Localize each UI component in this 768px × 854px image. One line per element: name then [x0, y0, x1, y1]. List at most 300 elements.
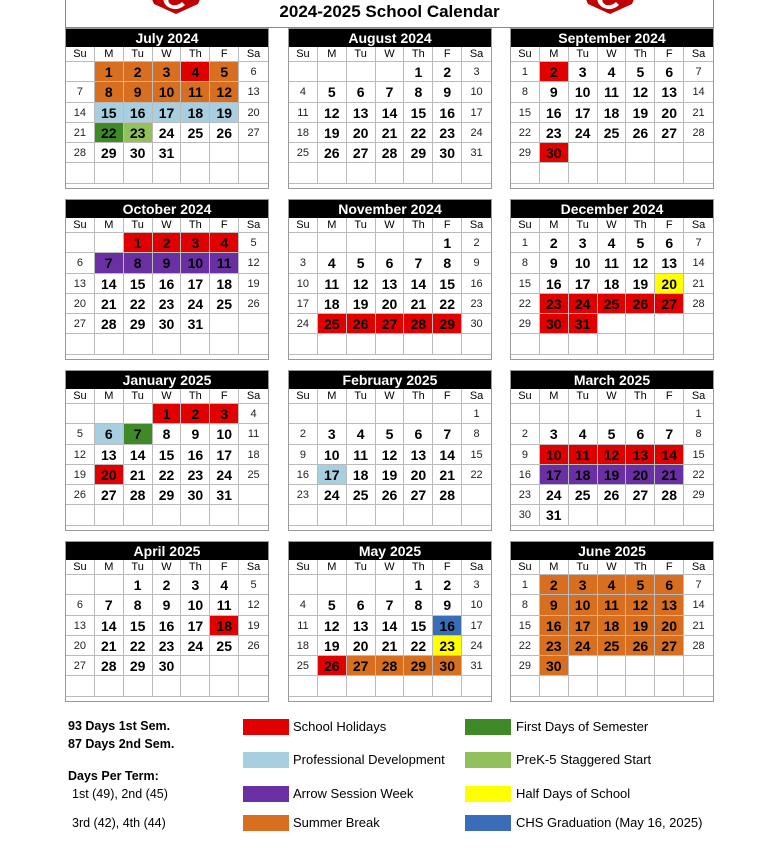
day-cell: 27	[655, 294, 684, 314]
week-row	[511, 465, 713, 485]
empty-cell	[569, 505, 598, 525]
day-cell: 2	[540, 575, 569, 595]
weekday-label: Tu	[569, 389, 598, 404]
day-cell: 26	[626, 123, 655, 143]
day-cell: 14	[376, 616, 405, 636]
day-cell: 8	[684, 424, 713, 444]
empty-cell	[598, 314, 627, 334]
day-cell: 4	[598, 233, 627, 253]
day-cell: 22	[124, 636, 153, 656]
day-cell: 12	[66, 445, 95, 465]
day-cell: 2	[511, 424, 540, 444]
day-cell: 19	[376, 465, 405, 485]
month-calendar	[65, 370, 269, 531]
empty-cell	[181, 143, 210, 163]
weekday-label: W	[598, 560, 627, 575]
weekday-label: Tu	[124, 47, 153, 62]
day-cell: 16	[153, 616, 182, 636]
weekday-label: Th	[181, 560, 210, 575]
month-calendar	[65, 541, 269, 702]
empty-cell	[153, 334, 182, 354]
weekday-label: Sa	[462, 389, 491, 404]
empty-cell	[181, 656, 210, 676]
empty-cell	[124, 676, 153, 696]
month-calendar	[510, 28, 714, 189]
sem2-days: 87 Days 2nd Sem.	[68, 737, 175, 751]
day-cell: 11	[347, 445, 376, 465]
day-cell: 6	[95, 424, 124, 444]
legend-swatch-graduation	[465, 815, 511, 831]
day-cell: 7	[433, 424, 462, 444]
day-cell: 26	[318, 656, 347, 676]
day-cell: 11	[569, 445, 598, 465]
empty-cell	[684, 656, 713, 676]
weekday-label: Sa	[239, 389, 268, 404]
week-row	[289, 505, 491, 525]
week-row	[289, 656, 491, 676]
legend-swatch-prof-dev	[243, 752, 289, 768]
day-cell: 3	[181, 233, 210, 253]
day-cell: 8	[124, 595, 153, 615]
day-cell: 13	[347, 103, 376, 123]
weekday-label: Th	[181, 389, 210, 404]
legend-graduation: CHS Graduation (May 16, 2025)	[516, 815, 703, 830]
empty-cell	[598, 163, 627, 183]
empty-cell	[376, 404, 405, 424]
week-row	[66, 595, 268, 615]
week-row	[289, 233, 491, 253]
day-cell: 30	[540, 314, 569, 334]
week-row	[66, 294, 268, 314]
empty-cell	[404, 404, 433, 424]
empty-cell	[376, 233, 405, 253]
empty-cell	[376, 334, 405, 354]
day-cell: 20	[347, 123, 376, 143]
day-cell: 18	[598, 274, 627, 294]
weekday-label: F	[655, 218, 684, 233]
day-cell: 24	[540, 485, 569, 505]
empty-cell	[153, 163, 182, 183]
day-cell: 31	[210, 485, 239, 505]
day-cell: 22	[511, 123, 540, 143]
day-cell: 5	[626, 62, 655, 82]
day-cell: 8	[462, 424, 491, 444]
weekday-label: Th	[404, 389, 433, 404]
day-cell: 3	[462, 575, 491, 595]
empty-cell	[511, 334, 540, 354]
day-cell: 15	[404, 616, 433, 636]
day-cell: 25	[289, 143, 318, 163]
month-title: February 2025	[289, 371, 491, 389]
day-cell: 23	[433, 123, 462, 143]
empty-cell	[318, 163, 347, 183]
week-row	[289, 294, 491, 314]
empty-cell	[124, 404, 153, 424]
empty-cell	[239, 334, 268, 354]
empty-cell	[404, 676, 433, 696]
legend-holidays: School Holidays	[293, 719, 387, 734]
day-cell: 24	[181, 636, 210, 656]
empty-cell	[655, 676, 684, 696]
empty-cell	[626, 163, 655, 183]
day-cell: 8	[404, 82, 433, 102]
empty-cell	[655, 334, 684, 354]
empty-cell	[626, 314, 655, 334]
day-cell: 24	[153, 123, 182, 143]
week-row	[66, 103, 268, 123]
month-title: March 2025	[511, 371, 713, 389]
day-cell: 5	[376, 424, 405, 444]
day-cell: 14	[95, 616, 124, 636]
empty-cell	[626, 334, 655, 354]
day-cell: 29	[511, 314, 540, 334]
empty-cell	[404, 233, 433, 253]
empty-cell	[569, 163, 598, 183]
day-cell: 21	[376, 636, 405, 656]
day-cell: 29	[511, 143, 540, 163]
weekday-label: Th	[181, 218, 210, 233]
day-cell: 25	[598, 636, 627, 656]
day-cell: 6	[347, 595, 376, 615]
day-cell: 1	[684, 404, 713, 424]
empty-cell	[598, 404, 627, 424]
empty-cell	[318, 404, 347, 424]
day-cell: 15	[153, 445, 182, 465]
day-cell: 28	[655, 485, 684, 505]
weekday-header	[511, 47, 713, 62]
day-cell: 21	[66, 123, 95, 143]
empty-cell	[540, 334, 569, 354]
day-cell: 6	[626, 424, 655, 444]
week-row	[66, 314, 268, 334]
empty-cell	[239, 143, 268, 163]
empty-cell	[655, 314, 684, 334]
weekday-label: F	[433, 218, 462, 233]
day-cell: 7	[376, 82, 405, 102]
terms-3-4: 3rd (42), 4th (44)	[72, 816, 166, 830]
weekday-label: M	[95, 218, 124, 233]
weekday-label: F	[210, 218, 239, 233]
month-calendar	[510, 541, 714, 702]
day-cell: 14	[376, 103, 405, 123]
day-cell: 2	[433, 575, 462, 595]
day-cell: 13	[66, 274, 95, 294]
empty-cell	[66, 334, 95, 354]
week-row	[289, 485, 491, 505]
month-title: November 2024	[289, 200, 491, 218]
weekday-label: M	[540, 47, 569, 62]
day-cell: 28	[124, 485, 153, 505]
day-cell: 30	[153, 314, 182, 334]
day-cell: 1	[433, 233, 462, 253]
day-cell: 10	[181, 253, 210, 273]
day-cell: 29	[153, 485, 182, 505]
day-cell: 4	[598, 62, 627, 82]
day-cell: 8	[95, 82, 124, 102]
day-cell: 12	[318, 103, 347, 123]
day-cell: 4	[318, 253, 347, 273]
week-row	[66, 123, 268, 143]
empty-cell	[684, 314, 713, 334]
day-cell: 11	[318, 274, 347, 294]
weekday-label: Sa	[239, 47, 268, 62]
month-title: December 2024	[511, 200, 713, 218]
weekday-label: Su	[66, 560, 95, 575]
day-cell: 10	[289, 274, 318, 294]
empty-cell	[289, 62, 318, 82]
weekday-label: Sa	[684, 560, 713, 575]
week-row	[511, 82, 713, 102]
weekday-header	[66, 218, 268, 233]
week-row	[66, 233, 268, 253]
week-row	[289, 163, 491, 183]
day-cell: 9	[153, 253, 182, 273]
day-cell: 21	[124, 465, 153, 485]
week-row	[511, 404, 713, 424]
day-cell: 14	[124, 445, 153, 465]
day-cell: 9	[289, 445, 318, 465]
day-cell: 2	[153, 233, 182, 253]
day-cell: 17	[181, 274, 210, 294]
weekday-label: F	[433, 389, 462, 404]
day-cell: 30	[433, 143, 462, 163]
day-cell: 18	[239, 445, 268, 465]
month-calendar	[288, 541, 492, 702]
weekday-label: Sa	[684, 218, 713, 233]
week-row	[511, 485, 713, 505]
day-cell: 25	[347, 485, 376, 505]
day-cell: 1	[124, 233, 153, 253]
empty-cell	[66, 163, 95, 183]
weekday-label: Sa	[684, 389, 713, 404]
day-cell: 23	[540, 123, 569, 143]
day-cell: 19	[318, 636, 347, 656]
day-cell: 20	[404, 465, 433, 485]
day-cell: 3	[569, 233, 598, 253]
day-cell: 9	[540, 595, 569, 615]
day-cell: 28	[95, 656, 124, 676]
week-row	[289, 636, 491, 656]
month-calendar	[65, 199, 269, 360]
week-row	[66, 274, 268, 294]
empty-cell	[433, 505, 462, 525]
day-cell: 19	[239, 616, 268, 636]
day-cell: 18	[569, 465, 598, 485]
day-cell: 7	[404, 253, 433, 273]
day-cell: 11	[181, 82, 210, 102]
empty-cell	[569, 656, 598, 676]
empty-cell	[289, 233, 318, 253]
day-cell: 11	[289, 103, 318, 123]
weekday-label: Th	[626, 389, 655, 404]
day-cell: 28	[95, 314, 124, 334]
day-cell: 27	[347, 143, 376, 163]
day-cell: 14	[655, 445, 684, 465]
day-cell: 4	[181, 62, 210, 82]
day-cell: 12	[239, 595, 268, 615]
day-cell: 10	[569, 595, 598, 615]
day-cell: 26	[347, 314, 376, 334]
month-calendar	[288, 199, 492, 360]
day-cell: 4	[289, 82, 318, 102]
day-cell: 6	[66, 253, 95, 273]
day-cell: 22	[433, 294, 462, 314]
legend-half-days: Half Days of School	[516, 786, 631, 801]
day-cell: 9	[433, 595, 462, 615]
day-cell: 21	[684, 103, 713, 123]
weekday-header	[289, 218, 491, 233]
empty-cell	[462, 505, 491, 525]
day-cell: 27	[404, 485, 433, 505]
empty-cell	[66, 62, 95, 82]
day-cell: 27	[95, 485, 124, 505]
empty-cell	[347, 404, 376, 424]
weekday-label: W	[153, 47, 182, 62]
empty-cell	[66, 233, 95, 253]
week-row	[66, 334, 268, 354]
empty-cell	[462, 163, 491, 183]
weekday-label: Su	[66, 218, 95, 233]
day-cell: 22	[404, 123, 433, 143]
empty-cell	[626, 505, 655, 525]
day-cell: 30	[124, 143, 153, 163]
empty-cell	[684, 334, 713, 354]
empty-cell	[347, 163, 376, 183]
empty-cell	[210, 676, 239, 696]
day-cell: 13	[404, 445, 433, 465]
day-cell: 12	[376, 445, 405, 465]
day-cell: 26	[239, 294, 268, 314]
day-cell: 8	[153, 424, 182, 444]
day-cell: 17	[540, 465, 569, 485]
terms-1-2: 1st (49), 2nd (45)	[72, 787, 168, 801]
weekday-label: F	[210, 389, 239, 404]
day-cell: 1	[124, 575, 153, 595]
weekday-label: Su	[511, 218, 540, 233]
empty-cell	[239, 505, 268, 525]
day-cell: 27	[655, 123, 684, 143]
week-row	[289, 424, 491, 444]
day-cell: 8	[433, 253, 462, 273]
day-cell: 6	[655, 62, 684, 82]
day-cell: 16	[153, 274, 182, 294]
empty-cell	[318, 233, 347, 253]
day-cell: 17	[153, 103, 182, 123]
day-cell: 4	[210, 575, 239, 595]
day-cell: 18	[598, 616, 627, 636]
empty-cell	[684, 505, 713, 525]
weekday-label: W	[376, 47, 405, 62]
month-title: August 2024	[289, 29, 491, 47]
empty-cell	[684, 163, 713, 183]
empty-cell	[347, 676, 376, 696]
week-row	[511, 334, 713, 354]
day-cell: 12	[626, 82, 655, 102]
day-cell: 22	[404, 636, 433, 656]
empty-cell	[210, 334, 239, 354]
weekday-label: Th	[626, 218, 655, 233]
weekday-label: F	[210, 560, 239, 575]
day-cell: 23	[433, 636, 462, 656]
weekday-label: Sa	[239, 218, 268, 233]
day-cell: 5	[347, 253, 376, 273]
weekday-label: Tu	[124, 560, 153, 575]
weekday-label: W	[153, 560, 182, 575]
day-cell: 30	[511, 505, 540, 525]
empty-cell	[181, 676, 210, 696]
day-cell: 13	[655, 82, 684, 102]
empty-cell	[511, 404, 540, 424]
empty-cell	[511, 676, 540, 696]
weekday-header	[511, 389, 713, 404]
day-cell: 19	[239, 274, 268, 294]
empty-cell	[569, 404, 598, 424]
day-cell: 6	[66, 595, 95, 615]
empty-cell	[598, 676, 627, 696]
weekday-label: Su	[289, 47, 318, 62]
day-cell: 11	[598, 253, 627, 273]
day-cell: 31	[153, 143, 182, 163]
week-row	[289, 123, 491, 143]
empty-cell	[684, 143, 713, 163]
empty-cell	[289, 676, 318, 696]
day-cell: 15	[433, 274, 462, 294]
day-cell: 24	[289, 314, 318, 334]
day-cell: 10	[181, 595, 210, 615]
day-cell: 24	[210, 465, 239, 485]
day-cell: 5	[318, 82, 347, 102]
day-cell: 27	[66, 656, 95, 676]
weekday-label: Tu	[347, 218, 376, 233]
empty-cell	[318, 575, 347, 595]
empty-cell	[239, 676, 268, 696]
week-row	[511, 424, 713, 444]
week-row	[66, 485, 268, 505]
day-cell: 29	[95, 143, 124, 163]
week-row	[511, 143, 713, 163]
week-row	[289, 253, 491, 273]
empty-cell	[376, 62, 405, 82]
legend-swatch-half-days	[465, 786, 511, 802]
day-cell: 30	[153, 656, 182, 676]
day-cell: 22	[153, 465, 182, 485]
empty-cell	[289, 505, 318, 525]
empty-cell	[347, 575, 376, 595]
day-cell: 3	[462, 62, 491, 82]
day-cell: 26	[210, 123, 239, 143]
empty-cell	[598, 334, 627, 354]
empty-cell	[626, 404, 655, 424]
day-cell: 23	[511, 485, 540, 505]
week-row	[289, 62, 491, 82]
day-cell: 25	[239, 465, 268, 485]
weekday-label: F	[210, 47, 239, 62]
weekday-label: Th	[404, 560, 433, 575]
day-cell: 7	[95, 253, 124, 273]
empty-cell	[153, 505, 182, 525]
day-cell: 1	[404, 62, 433, 82]
empty-cell	[210, 505, 239, 525]
day-cell: 19	[210, 103, 239, 123]
day-cell: 27	[66, 314, 95, 334]
week-row	[289, 274, 491, 294]
day-cell: 2	[540, 62, 569, 82]
day-cell: 4	[569, 424, 598, 444]
weekday-label: Tu	[124, 389, 153, 404]
day-cell: 11	[598, 595, 627, 615]
day-cell: 21	[404, 294, 433, 314]
week-row	[66, 616, 268, 636]
